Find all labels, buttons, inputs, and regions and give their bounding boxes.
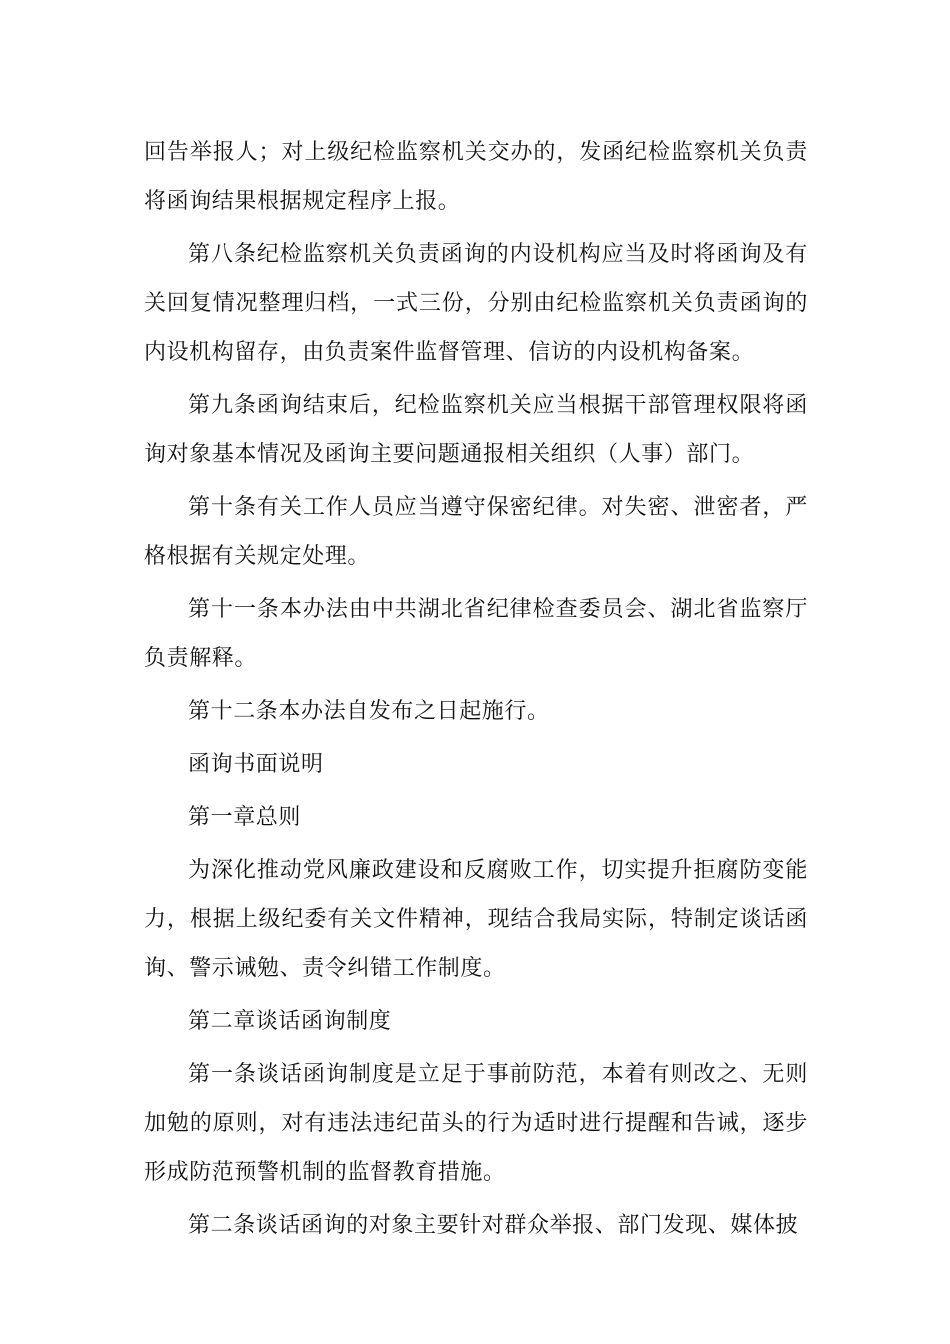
chapter-heading-2: 第二章谈话函询制度 <box>188 1009 392 1034</box>
document-page <box>144 128 808 1254</box>
paragraph-continuation: 回告举报人；对上级纪检监察机关交办的，发函纪检监察机关负责将函询结果根据规定程序上报。 <box>144 140 808 214</box>
paragraph-article-9: 第九条函询结束后，纪检监察机关应当根据干部管理权限将函询对象基本情况及函询主要问题通报相关组织（人事）部门。 <box>144 393 808 467</box>
paragraph-ch2-article-2: 第二条谈话函询的对象主要针对群众举报、部门发现、媒体披 <box>188 1213 799 1238</box>
paragraph-ch2-article-1: 第一条谈话函询制度是立足于事前防范，本着有则改之、无则加勉的原则，对有违法违纪苗头的行为适时进行提醒和告诫，逐步形成防范预警机制的监督教育措施。 <box>144 1062 808 1185</box>
paragraph-article-11: 第十一条本办法由中共湖北省纪律检查委员会、湖北省监察厅负责解释。 <box>144 597 808 671</box>
paragraph-article-12: 第十二条本办法自发布之日起施行。 <box>188 699 550 724</box>
chapter-heading-1: 第一章总则 <box>188 805 302 830</box>
paragraph-intro: 为深化推动党风廉政建设和反腐败工作，切实提升拒腐防变能力，根据上级纪委有关文件精神，现结合我局实际，特制定谈话函询、警示诫勉、责令纠错工作制度。 <box>144 858 808 981</box>
section-heading-inquiry-note: 函询书面说明 <box>188 752 324 777</box>
paragraph-article-8: 第八条纪检监察机关负责函询的内设机构应当及时将函询及有关回复情况整理归档，一式三份，分别由纪检监察机关负责函询的内设机构留存，由负责案件监督管理、信访的内设机构备案。 <box>144 242 808 365</box>
paragraph-article-10: 第十条有关工作人员应当遵守保密纪律。对失密、泄密者，严格根据有关规定处理。 <box>144 495 808 569</box>
